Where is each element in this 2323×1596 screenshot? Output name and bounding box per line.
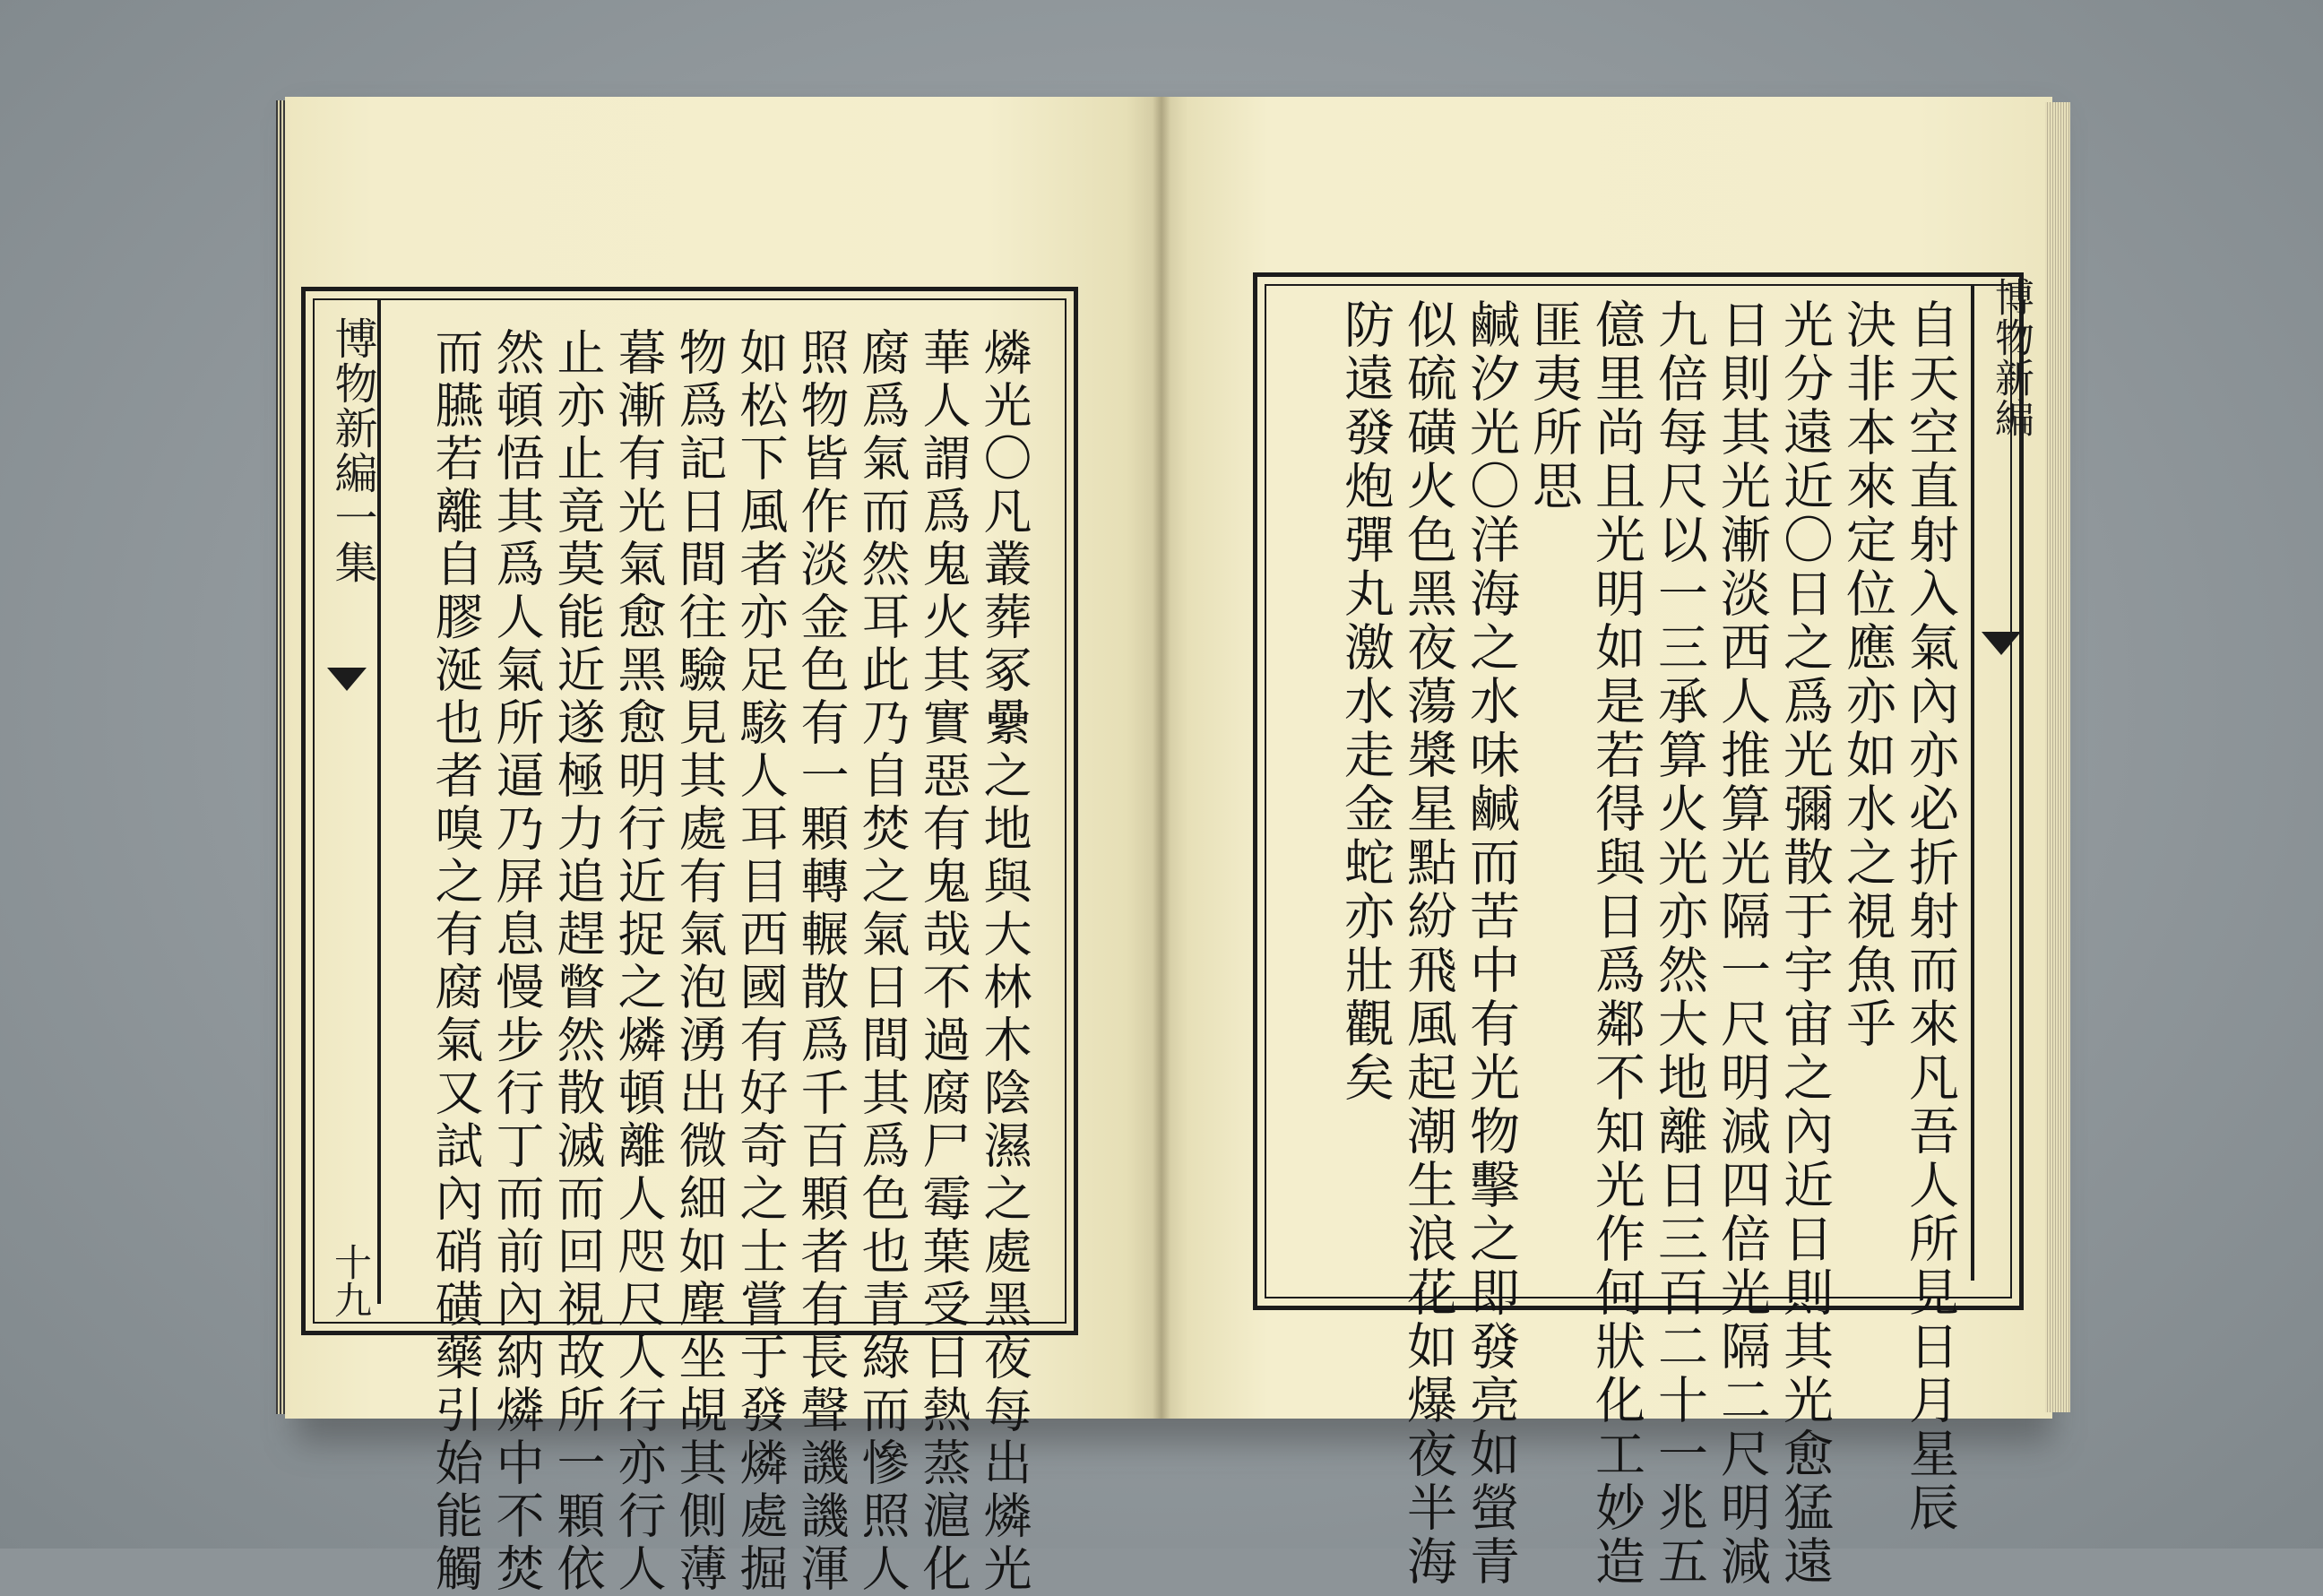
right-text-frame xyxy=(1253,272,2034,1589)
left-margin-title: 博物新編一集 xyxy=(327,316,377,585)
right-page-edges xyxy=(2045,102,2070,1412)
right-margin-title: 博物新編 xyxy=(1988,277,2034,438)
left-text-column: 燐光〇凡叢葬冢纍之地與大林木陰濕之處黑夜每出燐光 xyxy=(976,327,1032,1596)
left-fishtail-mark xyxy=(327,668,367,691)
left-text-column: 暮漸有光氣愈黑愈明行近捉之燐頓離人咫尺人行亦行人 xyxy=(610,327,667,1596)
right-text-column: 自天空直射入氣內亦必折射而來凡吾人所見日月星辰 xyxy=(1901,298,1959,1535)
book-gutter xyxy=(1153,97,1170,1419)
right-text-column: 鹹汐光〇洋海之水味鹹而苦中有光物擊之即發亮如螢青 xyxy=(1462,298,1520,1589)
right-text-column: 匪夷所思 xyxy=(1524,298,1583,513)
left-text-column: 照物皆作淡金色有一顆轉輾散爲千百顆者有長聲譏譏渾 xyxy=(793,327,850,1596)
right-text-column: 似硫磺火色黑夜蕩槳星點紛飛風起潮生浪花如爆夜半海 xyxy=(1399,298,1457,1589)
left-text-column: 止亦止竟莫能近遂極力追趕瞥然散滅而回視故所一顆依 xyxy=(549,327,606,1596)
left-text-column: 腐爲氣而然耳此乃自焚之氣日間其爲色也青綠而慘照人 xyxy=(854,327,911,1596)
right-page xyxy=(1162,97,2052,1589)
right-text-column: 億里尚且光明如是若得與日爲鄰不知光作何狀化工妙造 xyxy=(1587,298,1645,1589)
left-page xyxy=(285,97,1162,1596)
right-fold-line xyxy=(1971,286,1974,1281)
right-text-column: 日則其光漸淡西人推算光隔一尺明減四倍光隔二尺明減 xyxy=(1713,298,1771,1589)
right-text-column: 防遠發炮彈丸激水走金蛇亦壯觀矣 xyxy=(1336,298,1395,1105)
left-text-column: 物爲記日間往驗見其處有氣泡湧出微細如塵坐覘其側薄 xyxy=(671,327,728,1596)
open-book xyxy=(285,97,2052,1596)
right-fishtail-mark xyxy=(1982,632,2021,655)
right-text-column: 九倍每尺以一三承算火光亦然大地離日三百二十一兆五 xyxy=(1650,298,1708,1589)
right-text-column: 決非本來定位應亦如水之視魚乎 xyxy=(1838,298,1896,1051)
left-text-column: 而臙若離自膠涎也者嗅之有腐氣又試內硝磺藥引始能觸 xyxy=(427,327,484,1596)
left-text-frame xyxy=(301,287,1078,1596)
left-text-column: 華人謂爲鬼火其實惡有鬼哉不過腐尸霉葉受日熱蒸滬化 xyxy=(915,327,972,1596)
left-page-number: 十九 xyxy=(329,1243,373,1318)
right-text-column: 光分遠近〇日之爲光彌散于宇宙之內近日則其光愈猛遠 xyxy=(1775,298,1834,1589)
left-text-column: 然頓悟其爲人氣所逼乃屏息慢步行丁而前內納燐中不焚 xyxy=(488,327,545,1596)
left-text-column: 如松下風者亦足駭人耳目西國有好奇之士嘗于發燐處掘 xyxy=(732,327,789,1596)
